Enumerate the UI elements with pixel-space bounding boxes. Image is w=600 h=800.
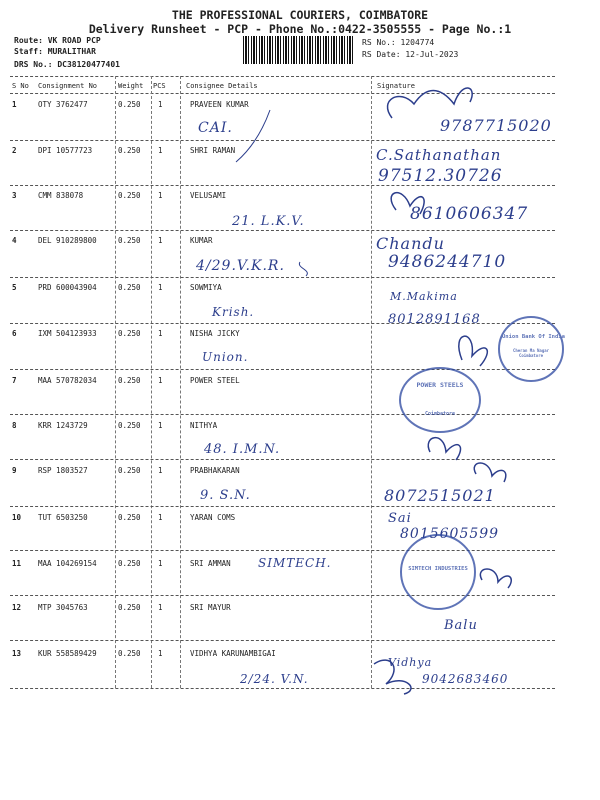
stamp-text: SIMTECH INDUSTRIES — [408, 566, 468, 572]
row-consignee: SRI AMMAN — [190, 559, 231, 568]
row-weight: 0.250 — [118, 649, 141, 658]
row-consignee: PRABHAKARAN — [190, 466, 240, 475]
row-pcs: 1 — [158, 649, 163, 658]
row-signature: 8072515021 — [384, 486, 496, 505]
signature-scribble — [474, 463, 506, 482]
row-signature: 9787715020 — [440, 116, 552, 135]
row-pcs: 1 — [158, 559, 163, 568]
col-sno: S No — [12, 82, 29, 90]
row-signature: 9042683460 — [422, 672, 509, 686]
row-consignee: NITHYA — [190, 421, 218, 430]
row-consignee: NISHA JICKY — [190, 329, 240, 338]
row-consignment: KUR 558589429 — [38, 649, 97, 658]
row-pcs: 1 — [158, 100, 163, 109]
row-consignment: MAA 104269154 — [38, 559, 97, 568]
row-signature: 8610606347 — [410, 204, 529, 224]
rs-number: RS No.: 1204774 — [362, 38, 435, 47]
row-consignee: VELUSAMI — [190, 191, 227, 200]
stamp-text: Cheran Ma Nagar Coimbatore — [512, 348, 550, 358]
row-pcs: 1 — [158, 513, 163, 522]
row-consignee: SHRI RAMAN — [190, 146, 236, 155]
row-sno: 11 — [12, 559, 22, 568]
row-pcs: 1 — [158, 376, 163, 385]
row-address: CAI. — [198, 120, 233, 136]
row-pcs: 1 — [158, 421, 163, 430]
signature-scribble — [459, 336, 488, 366]
signature-scribble — [391, 193, 424, 214]
row-signature: 8012891168 — [388, 312, 481, 327]
row-signature: 9486244710 — [388, 252, 507, 272]
row-consignment: IXM 504123933 — [38, 329, 97, 338]
signature-scribble — [388, 88, 473, 118]
row-weight: 0.250 — [118, 421, 141, 430]
row-address: 48. I.M.N. — [204, 442, 281, 457]
row-consignment: OTY 3762477 — [38, 100, 88, 109]
row-consignee: SRI MAYUR — [190, 603, 231, 612]
row-sno: 7 — [12, 376, 17, 385]
row-weight: 0.250 — [118, 466, 141, 475]
signature-name: Chandu — [376, 234, 445, 253]
row-address: 21. L.K.V. — [232, 214, 305, 229]
row-weight: 0.250 — [118, 603, 141, 612]
col-weight: Weight — [118, 82, 144, 90]
row-weight: 0.250 — [118, 283, 141, 292]
row-consignment: PRD 600043904 — [38, 283, 97, 292]
row-weight: 0.250 — [118, 100, 141, 109]
row-consignment: MTP 3045763 — [38, 603, 88, 612]
row-sno: 1 — [12, 100, 17, 109]
col-consignee: Consignee Details — [186, 82, 258, 90]
row-pcs: 1 — [158, 236, 163, 245]
row-pcs: 1 — [158, 191, 163, 200]
row-sno: 4 — [12, 236, 17, 245]
col-consignment: Consignment No — [38, 82, 98, 90]
runsheet-subtitle: Delivery Runsheet - PCP - Phone No.:0422-3505555 - Page No.:1 — [88, 22, 512, 36]
row-consignee: VIDHYA KARUNAMBIGAI — [190, 649, 276, 658]
row-consignment: DPI 10577723 — [38, 146, 93, 155]
row-sno: 6 — [12, 329, 17, 338]
row-weight: 0.250 — [118, 191, 141, 200]
row-consignee: KUMAR — [190, 236, 213, 245]
signature-name: Balu — [444, 618, 478, 633]
row-consignment: CMM 838078 — [38, 191, 84, 200]
row-consignee: YARAN COMS — [190, 513, 236, 522]
stamp-text: Union Bank Of India — [502, 334, 565, 340]
signature-scribble — [236, 110, 270, 162]
row-weight: 0.250 — [118, 376, 141, 385]
signature-name: Sai — [388, 511, 412, 526]
row-address: 4/29.V.K.R. — [196, 258, 285, 274]
row-pcs: 1 — [158, 146, 163, 155]
drs-number: DRS No.: DC38120477401 — [14, 60, 120, 69]
row-weight: 0.250 — [118, 559, 141, 568]
row-sno: 8 — [12, 421, 17, 430]
row-consignee: POWER STEEL — [190, 376, 240, 385]
staff-label: Staff: MURALITHAR — [14, 47, 96, 56]
row-consignment: KRR 1243729 — [38, 421, 88, 430]
row-consignment: TUT 6503250 — [38, 513, 88, 522]
row-sno: 3 — [12, 191, 17, 200]
signature-scribble — [374, 660, 411, 694]
row-pcs: 1 — [158, 329, 163, 338]
row-pcs: 1 — [158, 466, 163, 475]
row-weight: 0.250 — [118, 146, 141, 155]
row-consignee: SOWMIYA — [190, 283, 222, 292]
row-sno: 5 — [12, 283, 17, 292]
row-sno: 12 — [12, 603, 22, 612]
row-pcs: 1 — [158, 283, 163, 292]
row-address: 9. S.N. — [200, 488, 251, 503]
runsheet-title: THE PROFESSIONAL COURIERS, COIMBATORE — [171, 8, 429, 22]
row-signature: 97512.30726 — [378, 166, 503, 186]
signature-name: Vidhya — [388, 656, 433, 669]
col-pcs: PCS — [153, 82, 166, 90]
row-signature: 8015605599 — [400, 526, 500, 542]
row-weight: 0.250 — [118, 513, 141, 522]
signature-scribble — [428, 438, 460, 460]
col-signature: Signature — [377, 82, 415, 90]
stamp-text: Coimbatore — [424, 411, 456, 417]
row-address: Krish. — [212, 305, 255, 319]
row-pcs: 1 — [158, 603, 163, 612]
rs-date: RS Date: 12-Jul-2023 — [362, 50, 459, 59]
signature-scribble — [299, 262, 307, 276]
row-sno: 9 — [12, 466, 17, 475]
row-address: 2/24. V.N. — [240, 672, 309, 686]
row-address: Union. — [202, 350, 249, 364]
row-sno: 13 — [12, 649, 22, 658]
row-sno: 10 — [12, 513, 22, 522]
row-consignment: MAA 570782034 — [38, 376, 97, 385]
row-weight: 0.250 — [118, 236, 141, 245]
row-sno: 2 — [12, 146, 17, 155]
route-label: Route: VK ROAD PCP — [14, 36, 101, 45]
row-address: SIMTECH. — [258, 556, 332, 570]
signature-name: C.Sathanathan — [376, 146, 502, 164]
row-consignment: RSP 1803527 — [38, 466, 88, 475]
row-consignee: PRAVEEN KUMAR — [190, 100, 249, 109]
row-consignment: DEL 910289800 — [38, 236, 97, 245]
stamp-text: POWER STEELS — [416, 381, 464, 389]
signature-name: M.Makima — [390, 290, 458, 303]
row-weight: 0.250 — [118, 329, 141, 338]
signature-scribble — [480, 569, 511, 588]
